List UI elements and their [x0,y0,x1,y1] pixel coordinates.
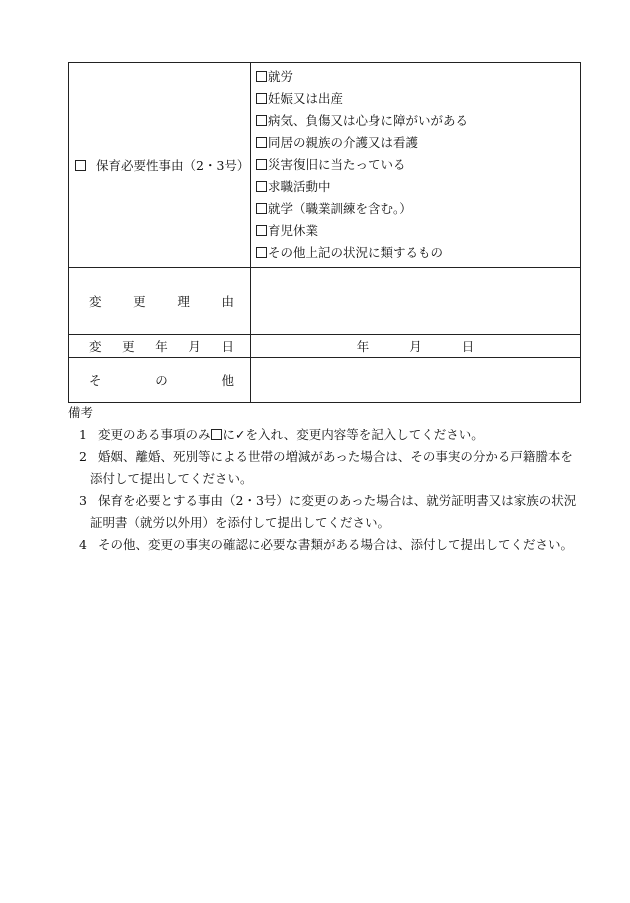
note-number: 1 [79,427,87,442]
change-reason-input[interactable] [251,268,581,335]
note-text-part: 変更のある事項のみ [98,427,211,442]
option-label: 就学（職業訓練を含む。） [268,201,412,216]
label-char: 更 [122,339,135,354]
note-text [98,424,580,446]
note-item [68,534,580,556]
note-number: 3 [79,493,87,508]
necessity-options-cell [251,63,581,268]
option-item[interactable] [256,198,580,220]
label-char: の [155,373,168,388]
option-checkbox[interactable] [256,137,267,148]
note-text-line: その他、変更の事実の確認に必要な書類がある場合は、添付して提出してください。 [98,537,574,552]
change-date-input[interactable] [251,335,581,358]
change-date-label [69,337,250,355]
date-month-label: 月 [409,339,422,354]
change-reason-label [69,292,250,310]
note-text-line: 保育を必要とする事由（2・3号）に変更のあった場合は、就労証明書又は家族の状況 [98,493,577,508]
other-label [69,371,250,389]
note-text-line: 証明書（就労以外用）を添付して提出してください。 [90,515,391,530]
note-text-line: 婚姻、離婚、死別等による世帯の増減があった場合は、その事実の分かる戸籍謄本を [98,449,573,464]
change-date-label-cell [69,335,251,358]
label-char: 年 [155,339,168,354]
option-checkbox[interactable] [256,203,267,214]
change-form-table [68,62,581,403]
label-char: 変 [89,339,102,354]
label-char: 由 [221,294,234,309]
reason-checkbox[interactable] [75,160,86,171]
date-value [251,337,580,355]
notes-title: 備考 [68,405,94,420]
other-label-cell [69,358,251,403]
label-char: 日 [221,339,234,354]
note-number: 2 [79,449,87,464]
option-label: 同居の親族の介護又は看護 [268,135,419,150]
change-reason-label-cell [69,268,251,335]
option-checkbox[interactable] [256,115,267,126]
option-label: 就労 [268,69,294,84]
label-char: 更 [133,294,146,309]
option-label: 妊娠又は出産 [268,91,344,106]
option-item[interactable] [256,242,580,264]
option-item[interactable] [256,66,580,88]
option-label: その他上記の状況に類するもの [268,245,444,260]
check-mark-icon: ✓ [235,427,246,442]
date-year-label: 年 [356,339,370,354]
note-text [90,446,580,490]
notes-list [68,424,580,556]
option-item[interactable] [256,132,580,154]
option-checkbox[interactable] [256,181,267,192]
option-label: 求職活動中 [268,179,331,194]
option-checkbox[interactable] [256,225,267,236]
option-label: 育児休業 [268,223,319,238]
note-text-line: 添付して提出してください。 [90,471,253,486]
checkbox-icon [211,429,222,440]
necessity-reason-label: 保育必要性事由（2・3号） [96,158,250,173]
option-label: 病気、負傷又は心身に障がいがある [268,113,469,128]
note-item [68,446,580,490]
note-text-part: に [222,427,236,442]
option-checkbox[interactable] [256,159,267,170]
option-item[interactable] [256,176,580,198]
note-number: 4 [79,537,87,552]
option-checkbox[interactable] [256,71,267,82]
necessity-reason-label-cell [69,63,251,268]
option-checkbox[interactable] [256,247,267,258]
option-item[interactable] [256,88,580,110]
label-char: そ [89,373,102,388]
option-checkbox[interactable] [256,93,267,104]
option-label: 災害復旧に当たっている [268,157,406,172]
option-item[interactable] [256,220,580,242]
note-text [90,490,580,534]
option-item[interactable] [256,154,580,176]
note-text [98,534,580,556]
label-char: 月 [188,339,201,354]
label-char: 変 [89,294,102,309]
note-text-part: を入れ、変更内容等を記入してください。 [245,427,484,442]
date-day-label: 日 [461,339,475,354]
label-char: 理 [177,294,190,309]
label-char: 他 [221,373,234,388]
other-input[interactable] [251,358,581,403]
option-item[interactable] [256,110,580,132]
note-item [68,424,580,446]
note-item [68,490,580,534]
